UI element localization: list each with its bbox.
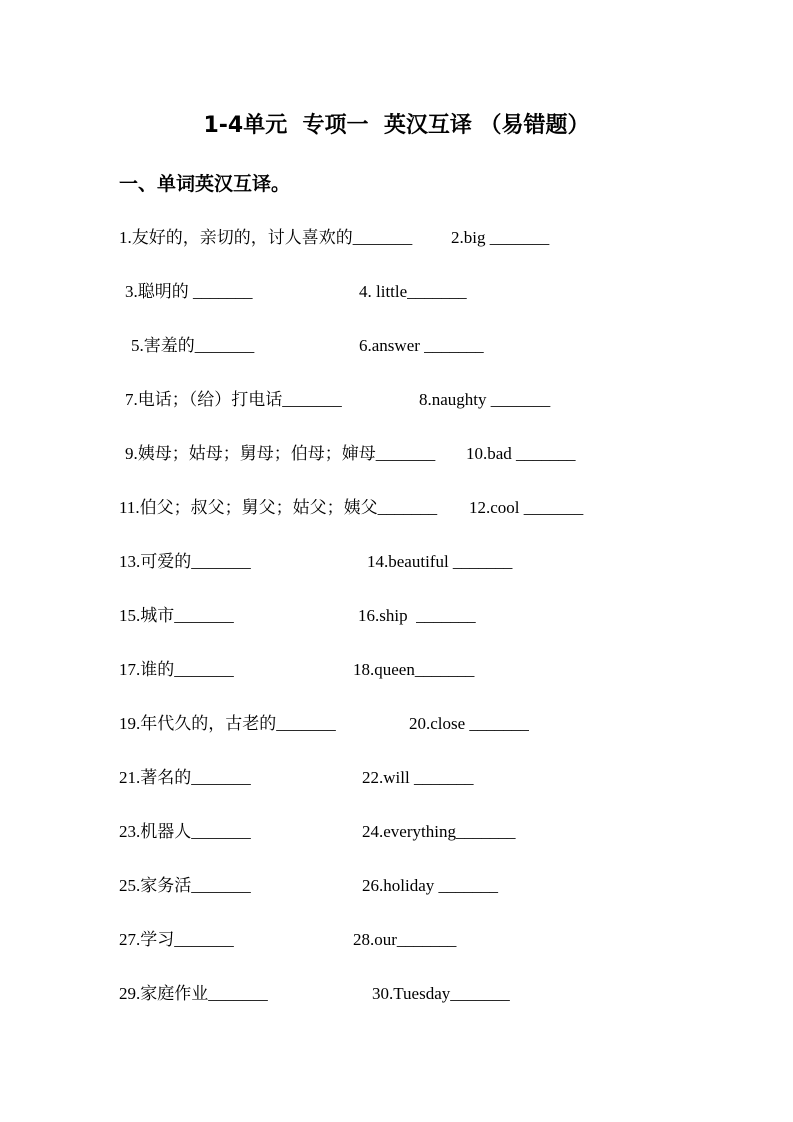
question-5: 5.害羞的_______ (131, 336, 255, 355)
question-row (0, 711, 560, 737)
question-24: 24.everything_______ (362, 822, 516, 841)
question-2: 2.big _______ (451, 228, 550, 247)
question-4: 4. little_______ (359, 282, 467, 301)
question-23: 23.机器人_______ (119, 822, 251, 841)
section-heading: 一、单词英汉互译。 (119, 173, 291, 195)
question-10: 10.bad _______ (466, 444, 576, 463)
question-row (0, 495, 584, 521)
question-25: 25.家务活_______ (119, 876, 251, 895)
question-30: 30.Tuesday_______ (372, 984, 510, 1003)
question-15: 15.城市_______ (119, 606, 234, 625)
question-19: 19.年代久的，古老的_______ (119, 714, 336, 733)
question-row (0, 927, 560, 953)
question-row (0, 603, 560, 629)
question-row (0, 657, 560, 683)
question-16: 16.ship _______ (358, 606, 476, 625)
question-row (0, 279, 560, 305)
question-9: 9.姨母；姑母；舅母；伯母；婶母_______ (125, 444, 436, 463)
question-row (0, 819, 560, 845)
question-29: 29.家庭作业_______ (119, 984, 268, 1003)
question-14: 14.beautiful _______ (367, 552, 513, 571)
question-21: 21.著名的_______ (119, 768, 251, 787)
question-row (0, 225, 560, 251)
question-6: 6.answer _______ (359, 336, 484, 355)
question-12: 12.cool _______ (469, 498, 584, 517)
page-title: 1-4单元 专项一 英汉互译 （易错题） (203, 113, 590, 138)
question-22: 22.will _______ (362, 768, 474, 787)
question-row (0, 873, 560, 899)
question-20: 20.close _______ (409, 714, 529, 733)
question-1: 1.友好的，亲切的，讨人喜欢的_______ (119, 228, 413, 247)
question-13: 13.可爱的_______ (119, 552, 251, 571)
question-row (0, 387, 560, 413)
question-row (0, 981, 560, 1007)
question-8: 8.naughty _______ (419, 390, 551, 409)
question-27: 27.学习_______ (119, 930, 234, 949)
question-3: 3.聪明的 _______ (125, 282, 253, 301)
question-7: 7.电话；（给）打电话_______ (125, 390, 342, 409)
question-18: 18.queen_______ (353, 660, 475, 679)
question-row (0, 549, 560, 575)
question-11: 11.伯父；叔父；舅父；姑父；姨父_______ (119, 498, 438, 517)
question-row (0, 441, 576, 467)
question-row (0, 333, 560, 359)
question-row (0, 765, 560, 791)
question-17: 17.谁的_______ (119, 660, 234, 679)
question-26: 26.holiday _______ (362, 876, 498, 895)
question-28: 28.our_______ (353, 930, 457, 949)
